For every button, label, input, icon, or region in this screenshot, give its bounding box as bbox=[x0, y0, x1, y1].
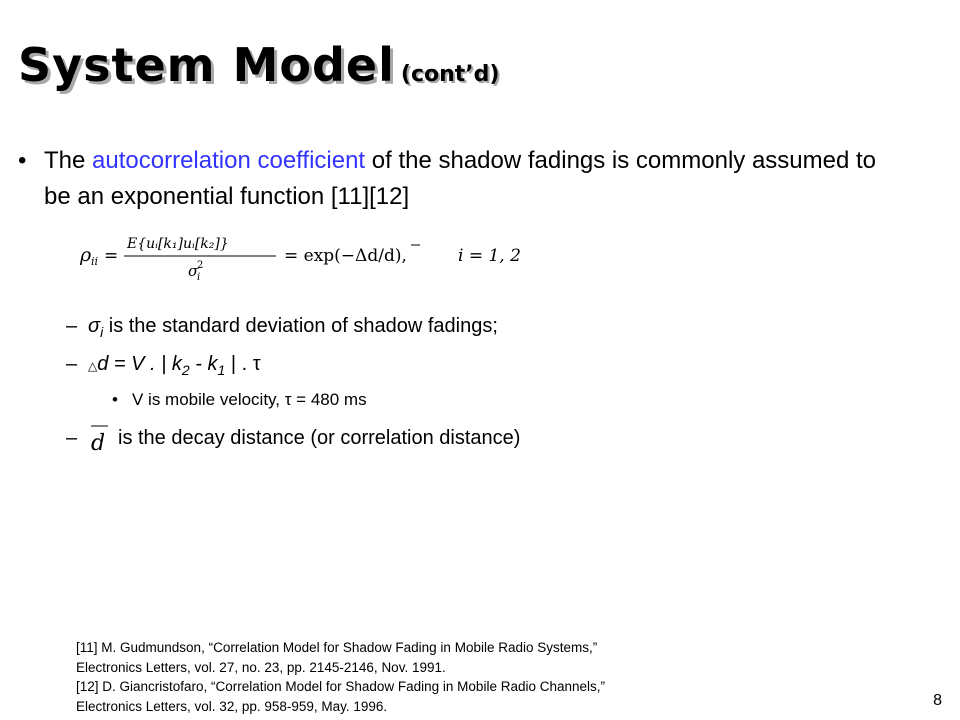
delta-d-part-a: d = V . | k bbox=[97, 353, 182, 375]
reference-line: [11] M. Gudmundson, “Correlation Model for Shadow Fading in Mobile Radio Systems,” bbox=[76, 640, 598, 655]
bullet-dot: • bbox=[18, 147, 27, 174]
slide-title-main: System Model bbox=[18, 38, 395, 92]
reference-line: Electronics Letters, vol. 32, pp. 958-959, May. 1996. bbox=[76, 698, 388, 714]
formula-denominator-sup: 2 bbox=[197, 260, 204, 271]
formula-rhs: = exp(−Δd/d), bbox=[284, 246, 407, 266]
sigma-description: is the standard deviation of shadow fadings; bbox=[103, 315, 498, 337]
decay-text: is the decay distance (or correlation distance) bbox=[118, 427, 521, 449]
dbar-symbol bbox=[86, 420, 116, 454]
dash-marker: – bbox=[66, 427, 78, 449]
bullet-text-pre: The bbox=[44, 147, 93, 174]
formula-denominator: σ bbox=[188, 262, 199, 280]
svg-text:d: d bbox=[91, 431, 106, 454]
k1-subscript: 1 bbox=[217, 362, 226, 378]
page-number: 8 bbox=[933, 692, 942, 709]
dash-marker: – bbox=[66, 353, 78, 375]
formula-rho-sub: ii bbox=[91, 255, 99, 268]
delta-d-part-b: - k bbox=[189, 353, 218, 375]
reference-line: [12] D. Giancristofaro, “Correlation Model for Shadow Fading in Mobile Radio Channels,” bbox=[76, 679, 606, 694]
formula-denominator-sub: i bbox=[197, 272, 201, 282]
bullet-text-post: of the shadow fadings is commonly assumed to be an exponential function [11][12] bbox=[44, 147, 877, 210]
subitem-delta-d-text bbox=[88, 350, 261, 384]
formula-equals: = bbox=[104, 246, 119, 266]
formula-rho: ρ bbox=[80, 244, 92, 266]
subitem-sigma-text bbox=[88, 312, 498, 346]
reference-line: Electronics Letters, vol. 27, no. 23, pp. 2145-2146, Nov. 1991. bbox=[76, 659, 446, 675]
bullet-accent-text: autocorrelation coefficient bbox=[92, 147, 366, 174]
formula-index: i = 1, 2 bbox=[458, 246, 521, 266]
sigma-subscript: i bbox=[100, 324, 104, 340]
formula-numerator: E{uᵢ[k₁]uᵢ[k₂]} bbox=[127, 236, 229, 252]
sigma-symbol: σ bbox=[88, 315, 101, 337]
slide-title bbox=[18, 38, 499, 92]
autocorrelation-formula bbox=[80, 230, 540, 282]
references bbox=[76, 638, 856, 716]
k2-subscript: 2 bbox=[181, 362, 190, 378]
delta-d-part-c: | . τ bbox=[225, 353, 261, 375]
dash-marker: – bbox=[66, 315, 78, 337]
velocity-text: V is mobile velocity, τ = 480 ms bbox=[132, 390, 367, 409]
main-bullet-text bbox=[44, 143, 904, 215]
slide-title-sub: (cont’d) bbox=[400, 62, 500, 87]
delta-triangle: △ bbox=[88, 359, 98, 373]
bullet-dot: • bbox=[112, 390, 118, 409]
